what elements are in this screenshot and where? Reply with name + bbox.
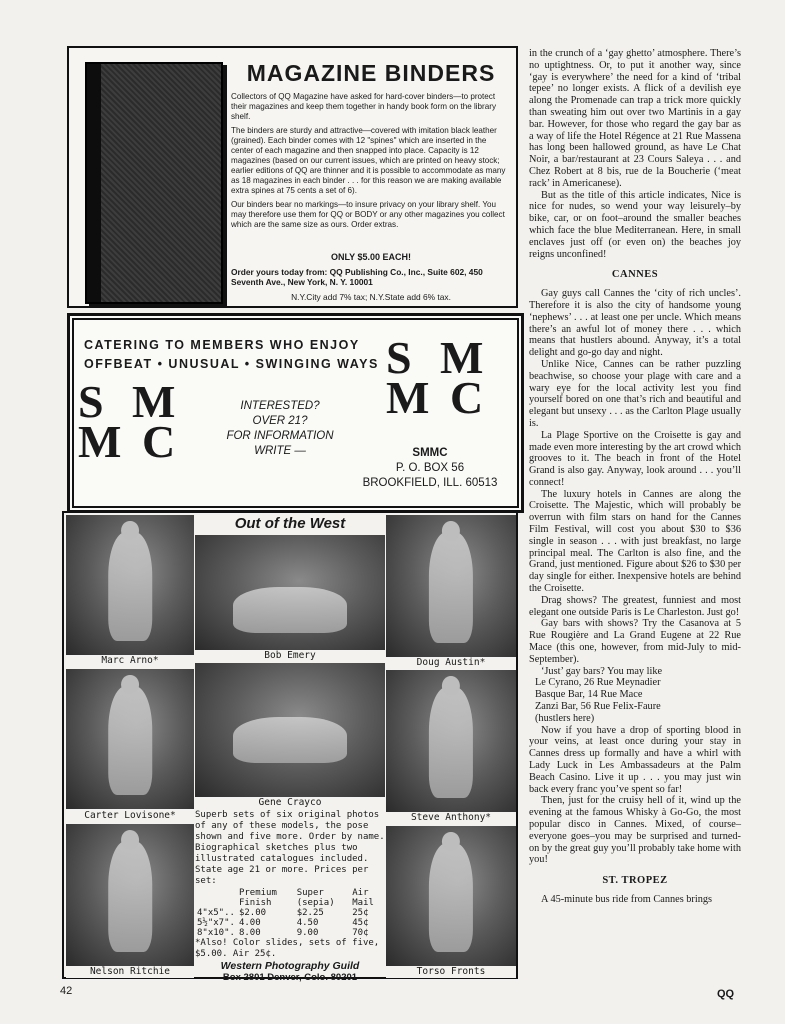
out-of-the-west-ad bbox=[62, 511, 518, 983]
logo-letter: C bbox=[142, 416, 174, 467]
price-cell: 45¢ bbox=[352, 918, 369, 928]
article-paragraph: Unlike Nice, Cannes can be rather puzzling beachwise, so choose your plage with care and a wary eye for the local activity lest you find yourself bored on one that’s rich and beautiful and elegant but unsexy . . . as the Carlton Plage usually is. bbox=[529, 358, 741, 429]
photo-gene-crayco bbox=[195, 663, 385, 797]
smmc-interest-text bbox=[210, 399, 350, 459]
price-cell: 4.50 bbox=[296, 918, 319, 928]
price-header-cell: Super (sepia) bbox=[296, 888, 335, 908]
caption-gene-crayco: Gene Crayco bbox=[195, 797, 385, 809]
smmc-address bbox=[350, 446, 510, 491]
price-cell: 4"x5".. bbox=[197, 908, 235, 918]
price-table-row bbox=[195, 908, 385, 918]
article-paragraph: Gay bars with shows? Try the Casanova at 5 Rue Rougière and La Grand Eugene at 22 Rue Mace (this one, however, from mid-July to mid-September). bbox=[529, 618, 741, 665]
bar-list-item: Le Cyrano, 26 Rue Meynadier bbox=[535, 677, 661, 689]
article-paragraph: The luxury hotels in Cannes are along the Croisette. The Majestic, which will probably be overrun with film stars on hand for the Cannes Film Festival, will cost you about $30 to $36 single in season . . . with just breakfast, no large principal meal. The Carlton is also fine, and the Grand, just mentioned. Figure about $26 to $30 per day single for either. Inexpensive hotels are behind the Croisette. bbox=[529, 488, 741, 595]
binder-ad-body bbox=[231, 92, 511, 234]
photo-carter-lovisone bbox=[66, 669, 194, 809]
smmc-logo-left bbox=[78, 376, 174, 467]
binder-tax-note: N.Y.City add 7% tax; N.Y.State add 6% tax. bbox=[291, 292, 451, 302]
photo-nelson-ritchie bbox=[66, 824, 194, 966]
bar-list-item: (hustlers here) bbox=[535, 712, 595, 724]
logo-letter: M bbox=[386, 372, 428, 423]
bar-list-item: Zanzi Bar, 56 Rue Felix-Faure bbox=[535, 701, 661, 713]
price-cell: 70¢ bbox=[352, 928, 369, 938]
section-heading-st-tropez: ST. TROPEZ bbox=[602, 875, 668, 887]
article-paragraph: La Plage Sportive on the Croisette is gay and made even more interesting by the art crowd which grooves to it. The beach in front of the Hotel Grand is also gay. Anyway, look around . . . you’ll connect! bbox=[529, 429, 741, 488]
price-cell: 9.00 bbox=[296, 928, 319, 938]
article-paragraph: in the crunch of a ‘gay ghetto’ atmosphere. There’s no uptightness. Or, to put it another way, since ‘gay is everywhere’ the need for a kind of ‘tribal tepee’ no longer exists. A flick of a devilish eye along the Promenade can trap a trick more quickly than sweating him out over two Martinis in a gay bar. However, for those who regard the gay bar as a way of life the Hotel Régence at 21 Rue Massena has long been hallowed ground, as have Le Chat Noir, a bar/restaurant at 23 Cours Saleya . . . and Chez Robert at 8 bis, rue de la Boucherie (‘meat rack’ in Americanese). bbox=[529, 48, 741, 189]
price-cell: $2.00 bbox=[238, 908, 267, 918]
address-line: P. O. BOX 56 bbox=[395, 462, 465, 474]
interest-line: OVER 21? bbox=[252, 415, 308, 427]
article-paragraph: Then, just for the cruisy hell of it, wind up the evening at the famous Whisky à Go-Go, the most popular disco in Cannes. Mixed, of course–everyone goes–you may be surprised and turned-on by the great guy you’ll probably take home with you! bbox=[529, 795, 741, 866]
binder-order-address: Order yours today from: QQ Publishing Co., Inc., Suite 602, 450 Seventh Ave., New York, N. Y. 10001 bbox=[231, 267, 483, 287]
article-paragraph: ‘Just’ gay bars? You may like bbox=[541, 665, 663, 677]
article-paragraph: Now if you have a drop of sporting blood in your veins, at least once during your stay in Cannes dress up formally and have a whirl with Lady Luck in Les Ambassadeurs at the Palm Beach Casino. Live it up . . . you may just win back every franc you’ve spent so far! bbox=[529, 724, 741, 795]
smmc-headline bbox=[84, 336, 384, 374]
binder-ad-title: MAGAZINE BINDERS bbox=[246, 60, 496, 86]
magazine-binders-ad bbox=[67, 46, 518, 308]
photo-torso-fronts bbox=[386, 826, 516, 966]
smmc-ad bbox=[67, 313, 524, 513]
smmc-headline-line: CATERING TO MEMBERS WHO ENJOY bbox=[84, 338, 360, 352]
bar-list-item: Basque Bar, 14 Rue Mace bbox=[535, 689, 643, 701]
binder-book-image bbox=[85, 62, 223, 304]
interest-line: FOR INFORMATION bbox=[226, 430, 334, 442]
caption-doug-austin: Doug Austin* bbox=[386, 657, 516, 669]
price-cell: 4.00 bbox=[238, 918, 261, 928]
photo-ad-title: Out of the West bbox=[234, 515, 346, 532]
price-table-row bbox=[195, 918, 385, 928]
caption-steve-anthony: Steve Anthony* bbox=[386, 812, 516, 824]
logo-letter: S bbox=[78, 376, 102, 427]
caption-nelson-ritchie: Nelson Ritchie bbox=[66, 966, 194, 978]
price-header-cell: Air Mail bbox=[352, 888, 374, 908]
also-note: *Also! Color slides, sets of five, $5.00. Air 25¢. bbox=[195, 938, 380, 959]
article-paragraph: A 45-minute bus ride from Cannes brings bbox=[541, 893, 713, 905]
photo-marc-arno bbox=[66, 515, 194, 655]
article-paragraph: Drag shows? The greatest, funniest and most elegant one outside Paris is Le Charleston. Just go! bbox=[529, 594, 741, 618]
price-cell: 5½"x7". bbox=[197, 918, 235, 928]
page-number: 42 bbox=[60, 985, 73, 997]
section-heading-cannes: CANNES bbox=[611, 269, 659, 281]
photo-bob-emery bbox=[195, 535, 385, 650]
interest-line: INTERESTED? bbox=[240, 400, 320, 412]
logo-letter: M bbox=[440, 332, 482, 383]
smmc-headline-line: OFFBEAT • UNUSUAL • SWINGING WAYS bbox=[84, 357, 379, 371]
price-header-cell bbox=[195, 888, 237, 908]
caption-carter-lovisone: Carter Lovisone* bbox=[66, 810, 194, 822]
photo-ad-company bbox=[195, 961, 385, 983]
logo-letter: C bbox=[450, 372, 482, 423]
price-header-cell: Premium Finish bbox=[238, 888, 277, 908]
company-address: Box 2801 Denver, Colo. 80201 bbox=[222, 972, 358, 983]
photo-doug-austin bbox=[386, 515, 516, 657]
binder-spine bbox=[87, 64, 101, 302]
price-table-header bbox=[195, 888, 385, 908]
article-paragraph: But as the title of this article indicates, Nice is nice for nudes, so wend your way leisurely–by bike, car, or on foot–around the smaller beaches which face the blue Mediterranean. Here, in small enclaves just off (or even on) the beaches joy reigns unconfined! bbox=[529, 189, 741, 260]
price-cell: 8"x10". bbox=[197, 928, 235, 938]
binder-paragraph: The binders are sturdy and attractive—covered with imitation black leather (grained). Each binder comes with 12 "spines" which are inserted in the center of each magazine and then snapped into place. Capacity is 12 magazines (based on our current issues, which are printed on heavy stock; earlier editions of QQ are thinner and it is possible to accommodate as many as 18 magazines in each binder . . . for this reason we are making available extra spines at 75 cents a set of 6). bbox=[231, 126, 506, 195]
binder-price: ONLY $5.00 EACH! bbox=[330, 252, 412, 262]
logo-letter: M bbox=[78, 416, 120, 467]
caption-bob-emery: Bob Emery bbox=[195, 650, 385, 662]
logo-letter: S bbox=[386, 332, 410, 383]
price-table bbox=[195, 888, 385, 938]
logo-letter: M bbox=[132, 376, 174, 427]
address-line: SMMC bbox=[412, 447, 448, 459]
smmc-logo-right bbox=[386, 332, 482, 423]
price-cell: 25¢ bbox=[352, 908, 369, 918]
company-name: Western Photography Guild bbox=[220, 960, 360, 972]
photo-steve-anthony bbox=[386, 670, 516, 812]
binder-paragraph: Our binders bear no markings—to insure privacy on your library shelf. You may therefore use them for QQ or BODY or any other magazines you collect which are the same size as ours. Order extras. bbox=[231, 200, 505, 229]
description-text: Superb sets of six original photos of any of these models, the pose shown and five more. Order by name. Biographical sketches plus two illustrated catalogues included. State age 21 or more. Prices per set: bbox=[195, 810, 385, 886]
price-table-row bbox=[195, 928, 385, 938]
binder-paragraph: Collectors of QQ Magazine have asked for hard-cover binders—to protect their magazines and keep them together in handy book form on the library shelf. bbox=[231, 92, 496, 121]
caption-marc-arno: Marc Arno* bbox=[66, 655, 194, 667]
address-line: BROOKFIELD, ILL. 60513 bbox=[362, 477, 498, 489]
article-column bbox=[529, 48, 741, 906]
article-paragraph: Gay guys call Cannes the ‘city of rich uncles’. Therefore it is also the city of handsome young ‘nephews’ . . . at least one per uncle. Which means there’s an awful lot of money there . . . which means that hustlers abound. Anyway, it’s a total delight and go-go day and night. bbox=[529, 288, 741, 359]
price-cell: $2.25 bbox=[296, 908, 324, 918]
price-cell: 8.00 bbox=[238, 928, 261, 938]
caption-torso-fronts: Torso Fronts bbox=[386, 966, 516, 978]
interest-line: WRITE — bbox=[254, 445, 306, 457]
magazine-logo: QQ bbox=[717, 988, 735, 1000]
photo-ad-description bbox=[195, 810, 385, 960]
